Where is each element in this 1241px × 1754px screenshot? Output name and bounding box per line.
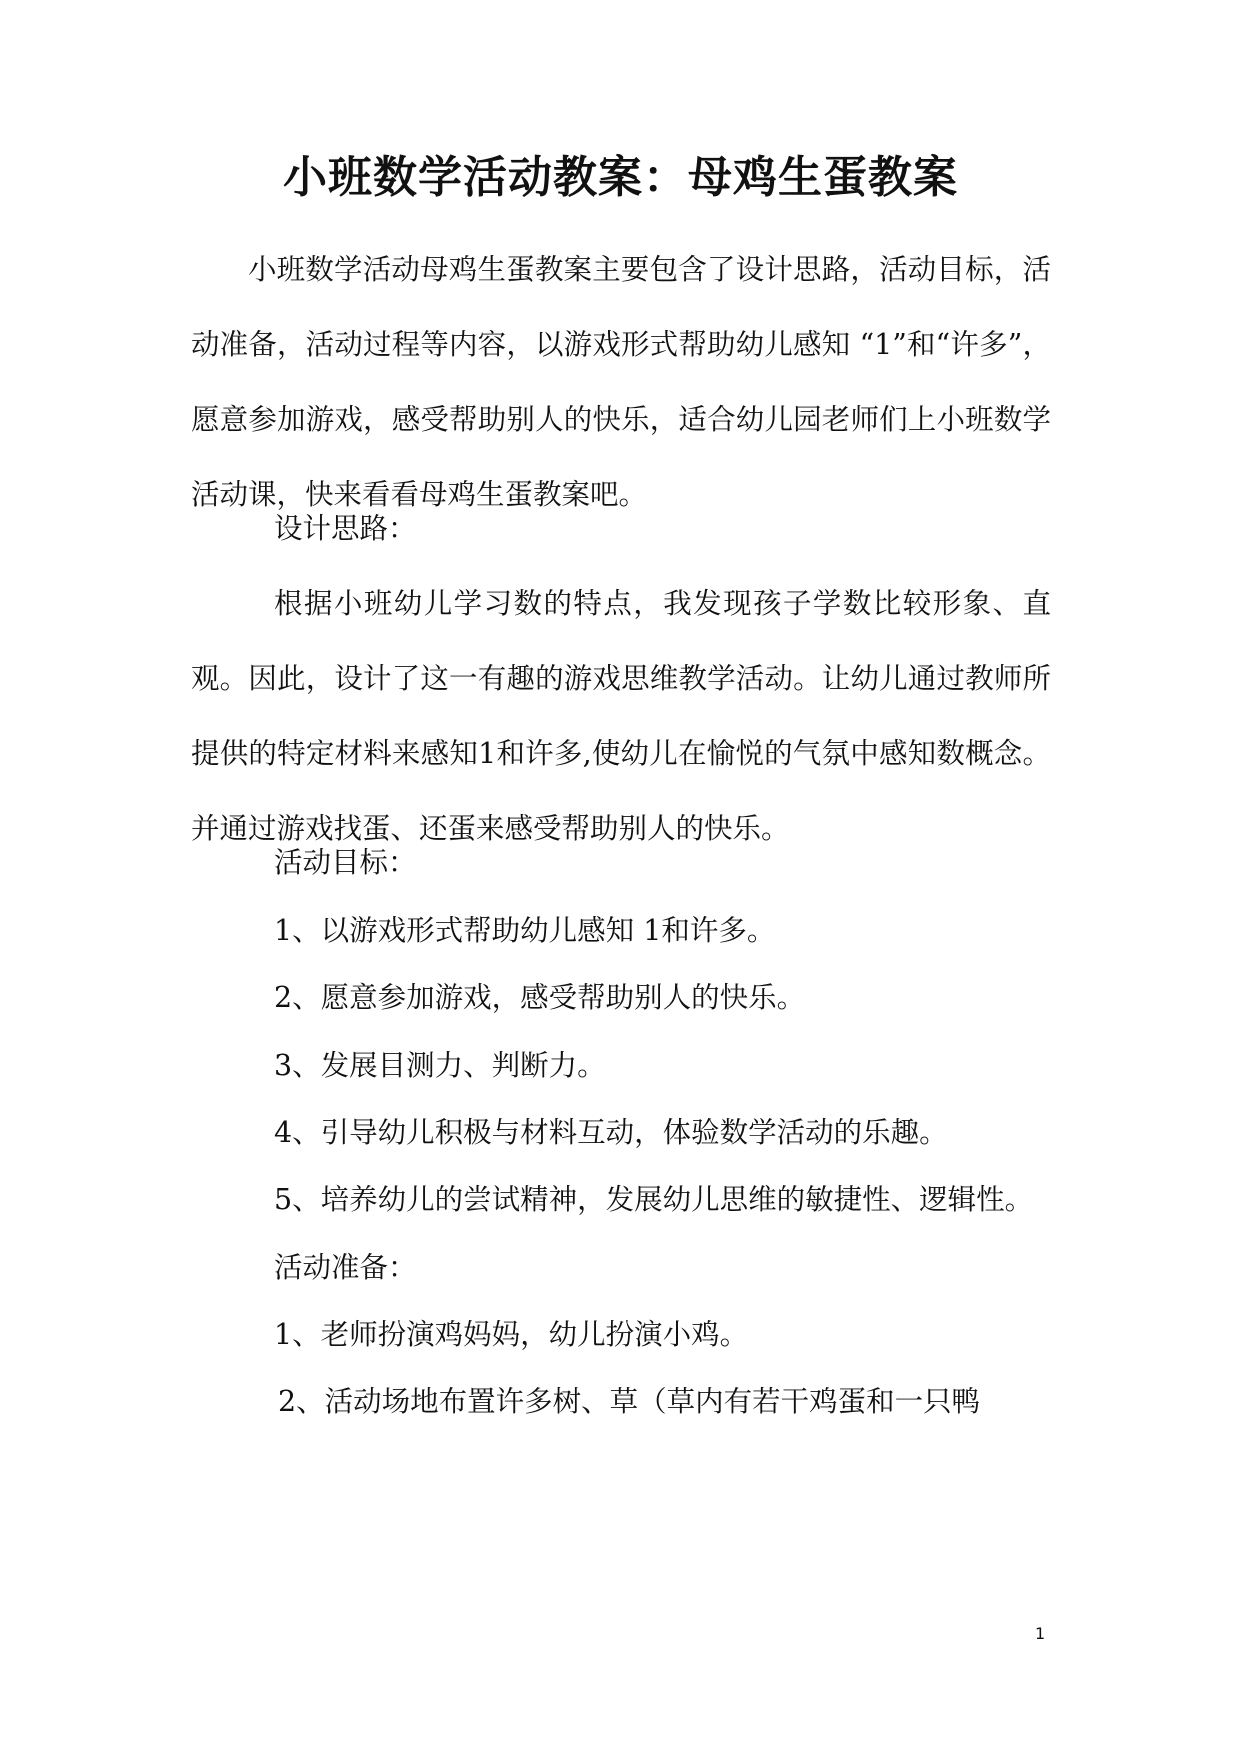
goal-item: 1、以游戏形式帮助幼儿感知 1和许多。 <box>274 914 776 947</box>
intro-paragraph: 小班数学活动母鸡生蛋教案主要包含了设计思路，活动目标，活动准备，活动过程等内容，以游戏形式帮助幼儿感知 “1”和“许多”，愿意参加游戏，感受帮助别人的快乐，适合幼儿园老师们上小班数学活动课，快来看看母鸡生蛋教案吧。 <box>191 253 1051 511</box>
prep-item: 1、老师扮演鸡妈妈，幼儿扮演小鸡。 <box>274 1318 749 1351</box>
prep-item: 2、活动场地布置许多树、草（草内有若干鸡蛋和一只鸭 <box>278 1385 981 1418</box>
prep-heading: 活动准备： <box>274 1251 417 1284</box>
document-title: 小班数学活动教案：母鸡生蛋教案 <box>283 152 958 203</box>
goal-item: 4、引导幼儿积极与材料互动，体验数学活动的乐趣。 <box>274 1116 948 1149</box>
goal-item: 3、发展目测力、判断力。 <box>274 1049 606 1082</box>
goal-item: 5、培养幼儿的尝试精神，发展幼儿思维的敏捷性、逻辑性。 <box>274 1183 1034 1216</box>
goal-item: 2、愿意参加游戏，感受帮助别人的快乐。 <box>274 981 806 1014</box>
design-paragraph: 根据小班幼儿学习数的特点，我发现孩子学数比较形象、直观。因此，设计了这一有趣的游戏思维教学活动。让幼儿通过教师所提供的特定材料来感知1和许多,使幼儿在愉悦的气氛中感知数概念。并通过游戏找蛋、还蛋来感受帮助别人的快乐。 <box>191 587 1051 845</box>
goals-heading: 活动目标： <box>274 846 417 879</box>
page-number: 1 <box>1035 1624 1046 1643</box>
design-heading: 设计思路： <box>274 512 417 545</box>
